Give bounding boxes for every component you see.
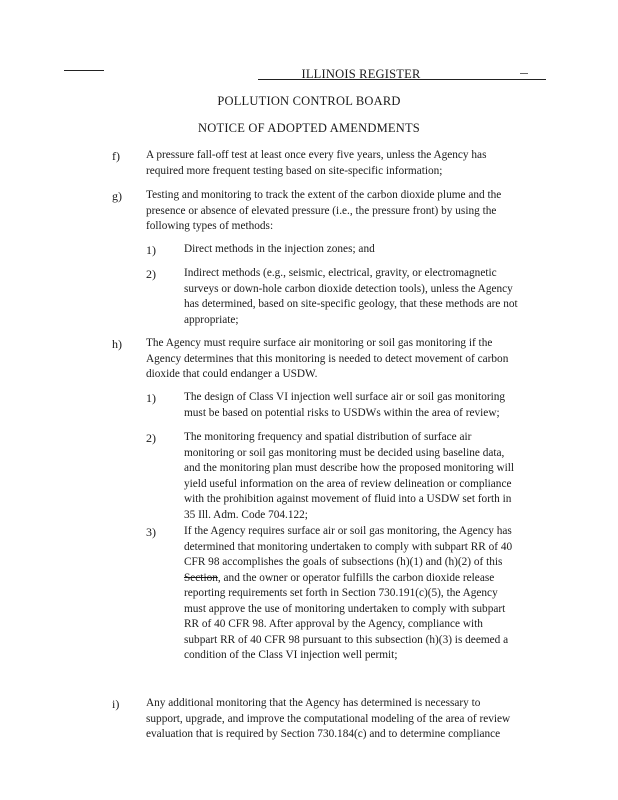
subitem-h2-line: with the prohibition against movement of fluid into a USDW set forth in bbox=[184, 493, 512, 505]
subitem-g1-line: Direct methods in the injection zones; and bbox=[184, 243, 375, 255]
subitem-text-h1 bbox=[184, 390, 505, 421]
item-mark-f: f) bbox=[112, 149, 120, 163]
subitem-h2-line: and the monitoring plan must describe how the proposed monitoring will bbox=[184, 462, 515, 474]
subitem-mark-h2: 2) bbox=[146, 431, 156, 445]
subitem-h3-line: reporting requirements set forth in Section 730.191(c)(5), the Agency bbox=[184, 587, 498, 599]
item-i-line: support, upgrade, and improve the computational modeling of the area of review bbox=[146, 712, 511, 725]
item-text-f bbox=[146, 148, 486, 179]
item-text-g bbox=[146, 188, 501, 235]
item-g-line: following types of methods: bbox=[146, 220, 274, 232]
subitem-mark-h3: 3) bbox=[146, 525, 156, 539]
subitem-text-g2 bbox=[184, 266, 518, 328]
register-underline bbox=[258, 79, 546, 80]
subitem-mark-g2: 2) bbox=[146, 267, 156, 281]
subitem-text-h2 bbox=[184, 430, 514, 523]
item-f-line: required more frequent testing based on site-specific information; bbox=[146, 164, 443, 177]
subitem-h3-line: CFR 98 accomplishes the goals of subsections (h)(1) and (h)(2) of this bbox=[184, 556, 503, 568]
notice-title: NOTICE OF ADOPTED AMENDMENTS bbox=[198, 121, 420, 135]
subitem-text-h3 bbox=[184, 524, 512, 664]
subitem-g2-line: appropriate; bbox=[184, 313, 239, 326]
item-text-i bbox=[146, 696, 510, 743]
item-mark-i: i) bbox=[112, 697, 120, 711]
subitem-mark-g1: 1) bbox=[146, 243, 156, 257]
subitem-h2-line: yield useful information on the area of review delineation or compliance bbox=[184, 477, 512, 490]
board-title: POLLUTION CONTROL BOARD bbox=[217, 94, 401, 108]
subitem-h3-line: RR of 40 CFR 98. After approval by the Agency, compliance with bbox=[184, 618, 483, 630]
item-mark-h: h) bbox=[112, 337, 122, 351]
subitem-text-g1 bbox=[184, 242, 375, 258]
item-h-line: Agency determines that this monitoring is needed to detect movement of carbon bbox=[146, 352, 509, 365]
subitem-h3-line: must approve the use of monitoring undertaken to comply with subpart bbox=[184, 602, 506, 615]
subitem-h1-line: must be based on potential risks to USDWs within the area of review; bbox=[184, 406, 500, 419]
subitem-g2-line: has determined, based on site-specific geology, that these methods are not bbox=[184, 298, 518, 310]
item-f-line: A pressure fall-off test at least once every five years, unless the Agency has bbox=[146, 149, 487, 161]
struck-word: Section bbox=[184, 571, 218, 584]
subitem-h2-line: The monitoring frequency and spatial distribution of surface air bbox=[184, 431, 472, 443]
subitem-h3-line: determined that monitoring undertaken to comply with subpart RR of 40 bbox=[184, 540, 513, 553]
subitem-h1-line: The design of Class VI injection well surface air or soil gas monitoring bbox=[184, 391, 506, 403]
subitem-h2-line: monitoring or soil gas monitoring must be decided using baseline data, bbox=[184, 446, 505, 459]
subitem-h3-line: If the Agency requires surface air or soil gas monitoring, the Agency has bbox=[184, 525, 512, 537]
subitem-mark-h1: 1) bbox=[146, 391, 156, 405]
subitem-h2-line: 35 Ill. Adm. Code 704.122; bbox=[184, 508, 308, 521]
subitem-g2-line: Indirect methods (e.g., seismic, electrical, gravity, or electromagnetic bbox=[184, 267, 497, 279]
item-g-line: Testing and monitoring to track the extent of the carbon dioxide plume and the bbox=[146, 189, 502, 201]
struck-line-tail: , and the owner or operator fulfills the carbon dioxide release bbox=[217, 571, 495, 584]
item-text-h bbox=[146, 336, 508, 383]
subitem-h3-line: condition of the Class VI injection well permit; bbox=[184, 649, 398, 661]
item-i-line: evaluation that is required by Section 730.184(c) and to determine compliance bbox=[146, 728, 501, 740]
item-g-line: presence or absence of elevated pressure (i.e., the pressure front) by using the bbox=[146, 204, 497, 217]
subitem-g2-line: surveys or down-hole carbon dioxide detection tools), unless the Agency bbox=[184, 282, 513, 295]
item-h-line: The Agency must require surface air monitoring or soil gas monitoring if the bbox=[146, 337, 493, 349]
item-i-line: Any additional monitoring that the Agency has determined is necessary to bbox=[146, 697, 481, 709]
register-title: ILLINOIS REGISTER bbox=[301, 67, 421, 81]
item-mark-g: g) bbox=[112, 189, 122, 203]
item-h-line: dioxide that could endanger a USDW. bbox=[146, 368, 318, 380]
subitem-h3-line: subpart RR of 40 CFR 98 pursuant to this subsection (h)(3) is deemed a bbox=[184, 633, 509, 646]
subitem-h3-line-struck bbox=[184, 571, 512, 587]
